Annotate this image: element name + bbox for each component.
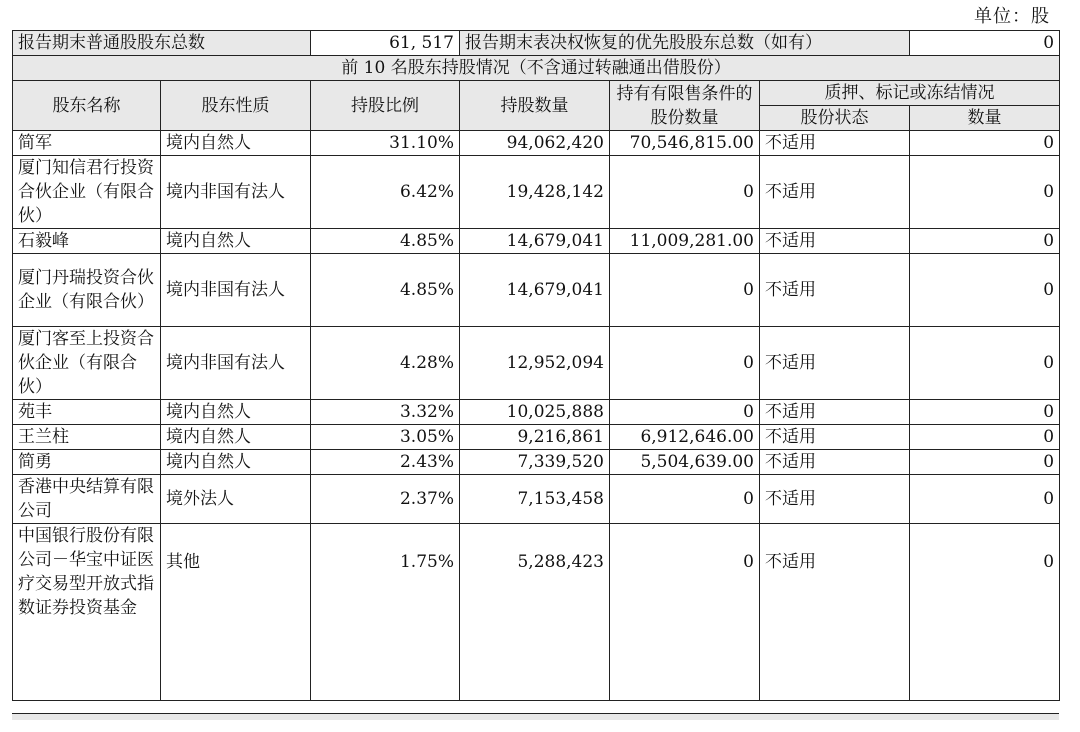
holder-name: 王兰柱 bbox=[13, 425, 161, 450]
header-pledge-group: 质押、标记或冻结情况 bbox=[760, 81, 1060, 106]
table-row bbox=[13, 254, 1060, 327]
table-row bbox=[13, 156, 1060, 229]
holder-nature: 境内非国有法人 bbox=[161, 156, 311, 229]
holder-pledged: 0 bbox=[910, 475, 1060, 524]
holder-quantity: 94,062,420 bbox=[460, 131, 610, 156]
holder-name: 厦门丹瑞投资合伙企业（有限合伙） bbox=[13, 254, 161, 327]
table-row bbox=[13, 475, 1060, 524]
holder-pledged: 0 bbox=[910, 400, 1060, 425]
holder-quantity: 9,216,861 bbox=[460, 425, 610, 450]
table-row bbox=[13, 425, 1060, 450]
holder-pledged: 0 bbox=[910, 254, 1060, 327]
section-title: 前 10 名股东持股情况（不含通过转融通出借股份） bbox=[13, 56, 1060, 81]
header-name: 股东名称 bbox=[13, 81, 161, 131]
holder-pledged: 0 bbox=[910, 524, 1060, 701]
holder-restricted: 5,504,639.00 bbox=[610, 450, 760, 475]
header-pledge-quantity: 数量 bbox=[910, 106, 1060, 131]
holder-restricted: 6,912,646.00 bbox=[610, 425, 760, 450]
common-holders-value: 61, 517 bbox=[311, 31, 460, 56]
table-continuation-strip bbox=[12, 713, 1059, 720]
holder-restricted: 0 bbox=[610, 254, 760, 327]
holder-name: 简勇 bbox=[13, 450, 161, 475]
unit-label: 单位：股 bbox=[974, 6, 1050, 27]
holder-quantity: 7,339,520 bbox=[460, 450, 610, 475]
holder-quantity: 10,025,888 bbox=[460, 400, 610, 425]
holder-nature: 境外法人 bbox=[161, 475, 311, 524]
header-quantity: 持股数量 bbox=[460, 81, 610, 131]
holder-ratio: 1.75% bbox=[311, 524, 460, 701]
holder-nature: 境内非国有法人 bbox=[161, 254, 311, 327]
holder-ratio: 4.85% bbox=[311, 254, 460, 327]
holder-nature: 境内自然人 bbox=[161, 400, 311, 425]
holder-restricted: 0 bbox=[610, 524, 760, 701]
holder-pledge-status: 不适用 bbox=[760, 425, 910, 450]
holder-ratio: 4.85% bbox=[311, 229, 460, 254]
holder-pledge-status: 不适用 bbox=[760, 327, 910, 400]
holder-pledge-status: 不适用 bbox=[760, 400, 910, 425]
table-row bbox=[13, 450, 1060, 475]
shareholders-table bbox=[12, 30, 1060, 701]
header-nature: 股东性质 bbox=[161, 81, 311, 131]
holder-quantity: 14,679,041 bbox=[460, 254, 610, 327]
holder-pledge-status: 不适用 bbox=[760, 156, 910, 229]
holder-nature: 境内非国有法人 bbox=[161, 327, 311, 400]
holder-quantity: 5,288,423 bbox=[460, 524, 610, 701]
holder-name: 简军 bbox=[13, 131, 161, 156]
holder-restricted: 0 bbox=[610, 475, 760, 524]
holder-ratio: 2.37% bbox=[311, 475, 460, 524]
holder-quantity: 14,679,041 bbox=[460, 229, 610, 254]
holder-ratio: 3.32% bbox=[311, 400, 460, 425]
header-row-1 bbox=[13, 81, 1060, 106]
holder-ratio: 4.28% bbox=[311, 327, 460, 400]
holder-ratio: 3.05% bbox=[311, 425, 460, 450]
header-ratio: 持股比例 bbox=[311, 81, 460, 131]
holder-name: 石毅峰 bbox=[13, 229, 161, 254]
holder-pledged: 0 bbox=[910, 229, 1060, 254]
holder-restricted: 0 bbox=[610, 327, 760, 400]
preferred-holders-label: 报告期末表决权恢复的优先股股东总数（如有） bbox=[460, 31, 910, 56]
holder-pledge-status: 不适用 bbox=[760, 254, 910, 327]
holder-name: 厦门客至上投资合伙企业（有限合伙） bbox=[13, 327, 161, 400]
holder-pledge-status: 不适用 bbox=[760, 524, 910, 701]
holder-restricted: 11,009,281.00 bbox=[610, 229, 760, 254]
holder-name: 苑丰 bbox=[13, 400, 161, 425]
holder-name: 厦门知信君行投资合伙企业（有限合伙） bbox=[13, 156, 161, 229]
table-row bbox=[13, 524, 1060, 701]
holder-quantity: 12,952,094 bbox=[460, 327, 610, 400]
holder-nature: 其他 bbox=[161, 524, 311, 701]
common-holders-label: 报告期末普通股股东总数 bbox=[13, 31, 311, 56]
holder-nature: 境内自然人 bbox=[161, 229, 311, 254]
table-row bbox=[13, 229, 1060, 254]
table-row bbox=[13, 400, 1060, 425]
table-row bbox=[13, 131, 1060, 156]
header-pledge-status: 股份状态 bbox=[760, 106, 910, 131]
holder-ratio: 31.10% bbox=[311, 131, 460, 156]
holder-pledged: 0 bbox=[910, 156, 1060, 229]
holder-pledged: 0 bbox=[910, 131, 1060, 156]
holder-nature: 境内自然人 bbox=[161, 131, 311, 156]
holder-ratio: 6.42% bbox=[311, 156, 460, 229]
holder-pledged: 0 bbox=[910, 450, 1060, 475]
holder-pledge-status: 不适用 bbox=[760, 450, 910, 475]
holder-restricted: 70,546,815.00 bbox=[610, 131, 760, 156]
header-restricted: 持有有限售条件的股份数量 bbox=[610, 81, 760, 131]
holder-pledge-status: 不适用 bbox=[760, 131, 910, 156]
holder-pledge-status: 不适用 bbox=[760, 229, 910, 254]
holder-restricted: 0 bbox=[610, 400, 760, 425]
holder-name: 香港中央结算有限公司 bbox=[13, 475, 161, 524]
summary-row bbox=[13, 31, 1060, 56]
holder-quantity: 19,428,142 bbox=[460, 156, 610, 229]
holder-pledged: 0 bbox=[910, 425, 1060, 450]
holder-pledged: 0 bbox=[910, 327, 1060, 400]
preferred-holders-value: 0 bbox=[910, 31, 1060, 56]
holder-quantity: 7,153,458 bbox=[460, 475, 610, 524]
section-title-row bbox=[13, 56, 1060, 81]
holder-pledge-status: 不适用 bbox=[760, 475, 910, 524]
holder-nature: 境内自然人 bbox=[161, 425, 311, 450]
holder-restricted: 0 bbox=[610, 156, 760, 229]
holder-name: 中国银行股份有限公司－华宝中证医疗交易型开放式指数证券投资基金 bbox=[13, 524, 161, 701]
holder-ratio: 2.43% bbox=[311, 450, 460, 475]
table-row bbox=[13, 327, 1060, 400]
holder-nature: 境内自然人 bbox=[161, 450, 311, 475]
